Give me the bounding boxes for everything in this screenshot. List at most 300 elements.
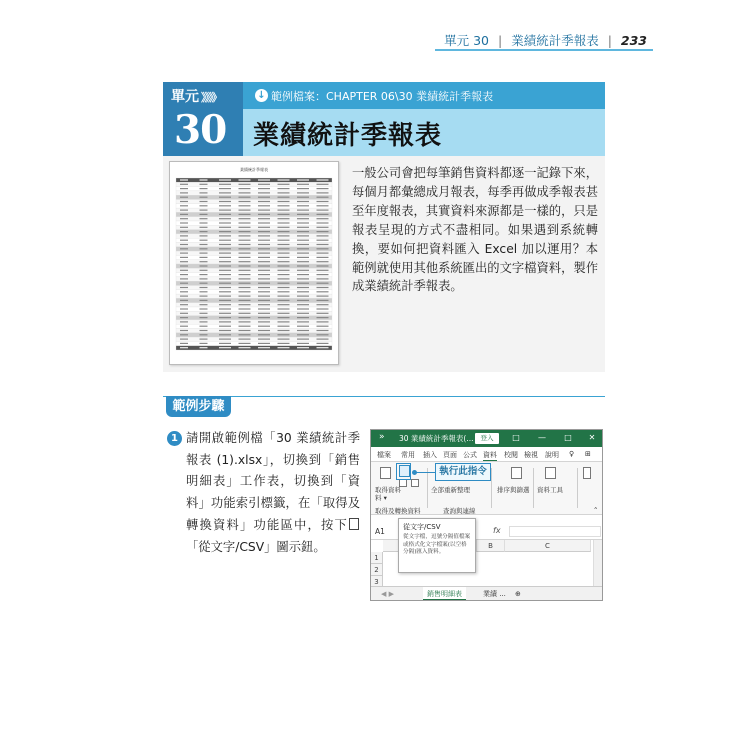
thumbnail-cell — [239, 304, 251, 305]
thumbnail-cell — [200, 265, 208, 266]
thumbnail-cell — [278, 274, 290, 275]
thumbnail-cell — [219, 248, 231, 249]
thumbnail-cell — [258, 222, 270, 223]
thumbnail-cell — [297, 184, 309, 185]
thumbnail-cell — [219, 304, 231, 305]
thumbnail-cell — [200, 308, 208, 309]
thumbnail-cell — [180, 270, 188, 271]
thumbnail-cell — [180, 278, 188, 279]
thumbnail-cell — [278, 330, 290, 331]
thumbnail-cell — [239, 283, 251, 284]
thumbnail-cell — [219, 334, 231, 335]
thumbnail-cell — [239, 274, 251, 275]
thumbnail-cell — [278, 278, 290, 279]
thumbnail-cell — [317, 339, 329, 340]
thumbnail-cell — [219, 210, 231, 211]
thumbnail-cell — [317, 265, 329, 266]
thumbnail-cell — [239, 308, 251, 309]
refresh-all-label[interactable]: 全部重新整理 — [431, 486, 470, 494]
thumbnail-cell — [200, 235, 208, 236]
thumbnail-cell — [200, 291, 208, 292]
thumbnail-cell — [317, 210, 329, 211]
highlight-box — [396, 463, 411, 480]
thumbnail-cell — [200, 317, 208, 318]
thumbnail-cell — [239, 347, 251, 348]
thumbnail-cell — [239, 197, 251, 198]
thumbnail-cell — [278, 270, 290, 271]
thumbnail-cell — [239, 179, 251, 180]
thumbnail-cell — [200, 201, 208, 202]
sort-filter-icon[interactable] — [511, 467, 522, 479]
thumbnail-cell — [278, 326, 290, 327]
thumbnail-cell — [200, 248, 208, 249]
thumbnail-cell — [180, 287, 188, 288]
thumbnail-cell — [200, 287, 208, 288]
thumbnail-cell — [297, 179, 309, 180]
thumbnail-cell — [180, 210, 188, 211]
excel-titlebar — [371, 430, 602, 447]
running-header-unit: 單元 30 — [444, 33, 490, 48]
thumbnail-cell — [258, 339, 270, 340]
thumbnail-cell — [239, 343, 251, 344]
thumbnail-cell — [297, 339, 309, 340]
ribbon-divider — [533, 468, 534, 508]
thumbnail-title: 業績統計季報表 — [240, 167, 268, 172]
thumbnail-cell — [239, 253, 251, 254]
thumbnail-cell — [180, 334, 188, 335]
thumbnail-cell — [200, 218, 208, 219]
thumbnail-cell — [297, 244, 309, 245]
thumbnail-cell — [258, 347, 270, 348]
thumbnail-cell — [180, 291, 188, 292]
thumbnail-cell — [258, 278, 270, 279]
thumbnail-cell — [239, 188, 251, 189]
thumbnail-cell — [317, 321, 329, 322]
thumbnail-cell — [317, 291, 329, 292]
group-get-transform: 取得及轉換資料 — [375, 507, 421, 515]
column-header-c[interactable]: C — [505, 540, 591, 552]
tab-review[interactable]: 校閱 — [504, 451, 518, 459]
row-header[interactable]: 2 — [371, 564, 383, 576]
thumbnail-cell — [219, 270, 231, 271]
formula-input[interactable] — [509, 526, 601, 537]
step-text — [186, 428, 360, 558]
thumbnail-cell — [239, 201, 251, 202]
thumbnail-cell — [278, 218, 290, 219]
thumbnail-cell — [239, 296, 251, 297]
thumbnail-cell — [239, 210, 251, 211]
thumbnail-cell — [297, 347, 309, 348]
thumbnail-cell — [278, 287, 290, 288]
add-sheet-icon[interactable]: ⊕ — [515, 590, 521, 598]
thumbnail-cell — [258, 291, 270, 292]
thumbnail-cell — [258, 287, 270, 288]
thumbnail-cell — [239, 214, 251, 215]
thumbnail-cell — [239, 248, 251, 249]
thumbnail-cell — [180, 244, 188, 245]
thumbnail-cell — [297, 201, 309, 202]
thumbnail-cell — [239, 227, 251, 228]
thumbnail-cell — [239, 184, 251, 185]
thumbnail-cell — [219, 347, 231, 348]
thumbnail-cell — [239, 278, 251, 279]
group-queries: 查詢與連線 — [443, 507, 476, 515]
thumbnail-cell — [278, 347, 290, 348]
sheet-nav-arrows[interactable]: ◀ ▶ — [381, 590, 394, 598]
unit-word: 單元 — [171, 89, 199, 105]
thumbnail-cell — [219, 188, 231, 189]
thumbnail-cell — [297, 253, 309, 254]
thumbnail-cell — [278, 244, 290, 245]
thumbnail-cell — [258, 300, 270, 301]
collapse-ribbon-icon[interactable]: ⌃ — [593, 506, 599, 514]
thumbnail-cell — [317, 287, 329, 288]
tab-file[interactable]: 檔案 — [377, 451, 391, 459]
thumbnail-cell — [258, 296, 270, 297]
thumbnail-cell — [200, 330, 208, 331]
thumbnail-cell — [219, 240, 231, 241]
thumbnail-cell — [180, 317, 188, 318]
thumbnail-cell — [278, 192, 290, 193]
callout-label: 執行此指令 — [435, 463, 491, 481]
tab-view[interactable]: 檢視 — [524, 451, 538, 459]
thumbnail-cell — [219, 313, 231, 314]
section-heading: 範例步驟 — [166, 396, 231, 417]
quick-access-icon[interactable]: » — [379, 432, 385, 442]
running-header-title: 業績統計季報表 — [511, 33, 599, 48]
thumbnail-cell — [200, 210, 208, 211]
row-header[interactable]: 1 — [371, 552, 383, 564]
thumbnail-cell — [317, 261, 329, 262]
thumbnail-cell — [297, 235, 309, 236]
thumbnail-cell — [317, 283, 329, 284]
thumbnail-cell — [180, 296, 188, 297]
thumbnail-cell — [317, 222, 329, 223]
thumbnail-cell — [200, 261, 208, 262]
thumbnail-cell — [219, 317, 231, 318]
thumbnail-cell — [180, 205, 188, 206]
thumbnail-cell — [219, 231, 231, 232]
share-icon[interactable]: ⊞ — [585, 450, 591, 458]
thumbnail-cell — [258, 334, 270, 335]
thumbnail-cell — [317, 218, 329, 219]
thumbnail-cell — [239, 287, 251, 288]
header-rule — [435, 49, 653, 51]
thumbnail-cell — [200, 339, 208, 340]
search-icon[interactable]: ♀ — [569, 450, 575, 458]
thumbnail-cell — [317, 253, 329, 254]
name-box[interactable]: A1 — [375, 527, 385, 536]
thumbnail-cell — [219, 257, 231, 258]
thumbnail-cell — [297, 317, 309, 318]
thumbnail-cell — [258, 201, 270, 202]
thumbnail-cell — [180, 227, 188, 228]
thumbnail-cell — [180, 300, 188, 301]
thumbnail-cell — [258, 265, 270, 266]
thumbnail-cell — [297, 231, 309, 232]
tab-formulas[interactable]: 公式 — [463, 451, 477, 459]
data-tools-label[interactable]: 資料工具 — [537, 486, 563, 494]
intro-paragraph: 一般公司會把每筆銷售資料都逐一記錄下來，每個月都彙總成月報表，每季再做成季報表甚至年度報表，其實資料來源都是一樣的，只是報表呈現的方式不盡相同。如果遇到系統轉換，要如何把資料匯入 Excel 加以運用？本範例就使用其他系統匯出的文字檔資料，製作成業績統計季報表。 — [352, 166, 598, 294]
thumbnail-cell — [180, 214, 188, 215]
thumbnail-cell — [297, 210, 309, 211]
thumbnail-cell — [200, 300, 208, 301]
thumbnail-cell — [278, 197, 290, 198]
data-tools-icon[interactable] — [545, 467, 556, 479]
thumbnail-cell — [219, 339, 231, 340]
thumbnail-cell — [219, 321, 231, 322]
thumbnail-cell — [200, 334, 208, 335]
thumbnail-cell — [200, 283, 208, 284]
thumbnail-cell — [317, 192, 329, 193]
thumbnail-cell — [278, 227, 290, 228]
thumbnail-cell — [239, 265, 251, 266]
thumbnail-cell — [200, 179, 208, 180]
tab-help[interactable]: 說明 — [545, 451, 559, 459]
thumbnail-cell — [297, 270, 309, 271]
thumbnail-cell — [258, 205, 270, 206]
step-text-after: 「從文字/CSV」圖示鈕。 — [186, 539, 326, 554]
maximize-icon[interactable]: □ — [564, 433, 572, 442]
ribbon-divider — [491, 468, 492, 508]
thumbnail-cell — [219, 283, 231, 284]
thumbnail-cell — [297, 313, 309, 314]
thumbnail-cell — [317, 214, 329, 215]
close-icon[interactable]: ✕ — [588, 433, 596, 442]
thumbnail-cell — [317, 347, 329, 348]
thumbnail-cell — [278, 313, 290, 314]
thumbnail-cell — [258, 321, 270, 322]
thumbnail-cell — [219, 287, 231, 288]
thumbnail-cell — [278, 253, 290, 254]
thumbnail-cell — [317, 278, 329, 279]
thumbnail-cell — [239, 339, 251, 340]
thumbnail-cell — [258, 304, 270, 305]
thumbnail-cell — [297, 291, 309, 292]
thumbnail-cell — [239, 235, 251, 236]
thumbnail-cell — [278, 179, 290, 180]
thumbnail-cell — [258, 326, 270, 327]
thumbnail-cell — [180, 308, 188, 309]
get-data-label[interactable]: 取得資料 — [375, 486, 401, 494]
thumbnail-cell — [180, 304, 188, 305]
thumbnail-cell — [258, 274, 270, 275]
thumbnail-cell — [297, 287, 309, 288]
sheet-tab-performance[interactable]: 業績 ... — [483, 590, 506, 598]
thumbnail-cell — [219, 296, 231, 297]
thumbnail-cell — [200, 184, 208, 185]
page-title: 業績統計季報表 — [253, 121, 443, 151]
thumbnail-cell — [317, 231, 329, 232]
thumbnail-cell — [239, 261, 251, 262]
thumbnail-cell — [297, 240, 309, 241]
thumbnail-cell — [317, 326, 329, 327]
sort-filter-label[interactable]: 排序與篩選 — [497, 486, 530, 494]
thumbnail-cell — [180, 231, 188, 232]
ribbon-divider — [577, 468, 578, 508]
thumbnail-cell — [297, 334, 309, 335]
thumbnail-cell — [239, 205, 251, 206]
get-data-dropdown[interactable]: 料 ▾ — [375, 494, 387, 502]
thumbnail-cell — [239, 244, 251, 245]
thumbnail-cell — [219, 227, 231, 228]
thumbnail-cell — [297, 296, 309, 297]
thumbnail-cell — [258, 240, 270, 241]
thumbnail-cell — [200, 270, 208, 271]
thumbnail-cell — [278, 248, 290, 249]
thumbnail-cell — [200, 227, 208, 228]
thumbnail-cell — [297, 274, 309, 275]
thumbnail-cell — [219, 326, 231, 327]
thumbnail-cell — [258, 244, 270, 245]
thumbnail-cell — [258, 261, 270, 262]
file-reference: 範例檔案：CHAPTER 06\30 業績統計季報表 — [271, 90, 494, 103]
thumbnail-cell — [297, 283, 309, 284]
thumbnail-cell — [278, 304, 290, 305]
thumbnail-cell — [180, 248, 188, 249]
thumbnail-cell — [317, 257, 329, 258]
thumbnail-cell — [317, 313, 329, 314]
unit-number: 30 — [174, 107, 227, 153]
thumbnail-cell — [239, 313, 251, 314]
thumbnail-cell — [258, 253, 270, 254]
thumbnail-cell — [297, 218, 309, 219]
thumbnail-cell — [258, 210, 270, 211]
thumbnail-cell — [180, 339, 188, 340]
thumbnail-cell — [180, 313, 188, 314]
workbook-title: 30 業績統計季報表(... — [399, 434, 474, 443]
from-table-icon[interactable] — [411, 479, 419, 487]
thumbnail-cell — [239, 270, 251, 271]
thumbnail-cell — [219, 261, 231, 262]
sheet-tab-sales-detail[interactable]: 銷售明細表 — [423, 587, 466, 601]
row-header[interactable]: 3 — [371, 576, 383, 588]
thumbnail-cell — [297, 227, 309, 228]
thumbnail-cell — [180, 179, 188, 180]
thumbnail-cell — [278, 188, 290, 189]
vertical-scrollbar[interactable] — [593, 540, 603, 586]
running-header-separator: | — [498, 33, 503, 48]
thumbnail-cell — [258, 227, 270, 228]
login-button[interactable]: 登入 — [475, 433, 499, 444]
tooltip — [398, 518, 476, 573]
thumbnail-cell — [180, 257, 188, 258]
ribbon-divider — [427, 468, 428, 508]
from-text-csv-icon — [349, 518, 359, 530]
thumbnail-cell — [219, 308, 231, 309]
step-text-before: 請開啟範例檔「30 業績統計季報表 (1).xlsx」，切換到「銷售明細表」工作表，切換到「資料」功能索引標籤，在「取得及轉換資料」功能區中，按下 — [186, 431, 360, 532]
thumbnail-cell — [258, 330, 270, 331]
thumbnail-cell — [219, 253, 231, 254]
tooltip-body: 從文字檔，逗號分隔值檔案或格式化文字檔案(以空格分隔)匯入資料。 — [403, 534, 471, 555]
thumbnail-cell — [278, 240, 290, 241]
minimize-icon[interactable]: — — [538, 433, 546, 442]
thumbnail-cell — [239, 257, 251, 258]
thumbnail-cell — [317, 330, 329, 331]
thumbnail-cell — [317, 201, 329, 202]
running-header-bar: | — [607, 33, 612, 48]
step-number: 1 — [167, 431, 182, 446]
thumbnail-cell — [258, 179, 270, 180]
thumbnail-cell — [258, 270, 270, 271]
thumbnail-cell — [297, 300, 309, 301]
thumbnail-cell — [317, 205, 329, 206]
thumbnail-cell — [200, 343, 208, 344]
thumbnail-cell — [219, 235, 231, 236]
thumbnail-cell — [200, 214, 208, 215]
thumbnail-cell — [317, 270, 329, 271]
thumbnail-cell — [278, 300, 290, 301]
thumbnail-cell — [239, 291, 251, 292]
get-data-icon[interactable] — [380, 467, 391, 479]
thumbnail-cell — [278, 205, 290, 206]
thumbnail-cell — [200, 231, 208, 232]
thumbnail-cell — [180, 283, 188, 284]
thumbnail-cell — [180, 253, 188, 254]
thumbnail-cell — [219, 205, 231, 206]
thumbnail-cell — [317, 227, 329, 228]
thumbnail-cell — [317, 343, 329, 344]
thumbnail-cell — [258, 308, 270, 309]
thumbnail-cell — [317, 308, 329, 309]
thumbnail-cell — [180, 192, 188, 193]
thumbnail-cell — [200, 296, 208, 297]
thumbnail-cell — [297, 261, 309, 262]
thumbnail-cell — [180, 330, 188, 331]
thumbnail-cell — [219, 343, 231, 344]
tab-home[interactable]: 常用 — [401, 451, 415, 459]
thumbnail-cell — [200, 197, 208, 198]
thumbnail-cell — [317, 300, 329, 301]
thumbnail-cell — [317, 274, 329, 275]
column-header-b[interactable]: B — [477, 540, 505, 552]
thumbnail-cell — [258, 218, 270, 219]
thumbnail-cell — [317, 184, 329, 185]
thumbnail-cell — [200, 257, 208, 258]
thumbnail-cell — [297, 265, 309, 266]
thumbnail-cell — [297, 188, 309, 189]
thumbnail-cell — [219, 197, 231, 198]
fx-icon[interactable]: fx — [493, 526, 501, 535]
thumbnail-cell — [239, 240, 251, 241]
thumbnail-cell — [317, 235, 329, 236]
ribbon-tabs — [371, 447, 602, 462]
thumbnail-cell — [278, 261, 290, 262]
thumbnail-cell — [258, 283, 270, 284]
tab-insert[interactable]: 插入 — [423, 451, 437, 459]
ribbon-display-icon[interactable]: □ — [512, 433, 520, 442]
thumbnail-cell — [239, 222, 251, 223]
thumbnail-cell — [200, 222, 208, 223]
thumbnail-cell — [239, 300, 251, 301]
thumbnail-cell — [278, 265, 290, 266]
forecast-icon[interactable] — [583, 467, 591, 479]
thumbnail-cell — [297, 197, 309, 198]
tooltip-title: 從文字/CSV — [403, 523, 441, 531]
thumbnail-cell — [200, 205, 208, 206]
thumbnail-cell — [278, 334, 290, 335]
tab-page[interactable]: 頁面 — [443, 451, 457, 459]
thumbnail-cell — [297, 257, 309, 258]
thumbnail-cell — [219, 201, 231, 202]
thumbnail-cell — [297, 205, 309, 206]
thumbnail-cell — [278, 222, 290, 223]
thumbnail-cell — [258, 197, 270, 198]
thumbnail-cell — [180, 197, 188, 198]
thumbnail-cell — [278, 339, 290, 340]
thumbnail-cell — [180, 343, 188, 344]
tab-data[interactable]: 資料 — [483, 451, 497, 459]
